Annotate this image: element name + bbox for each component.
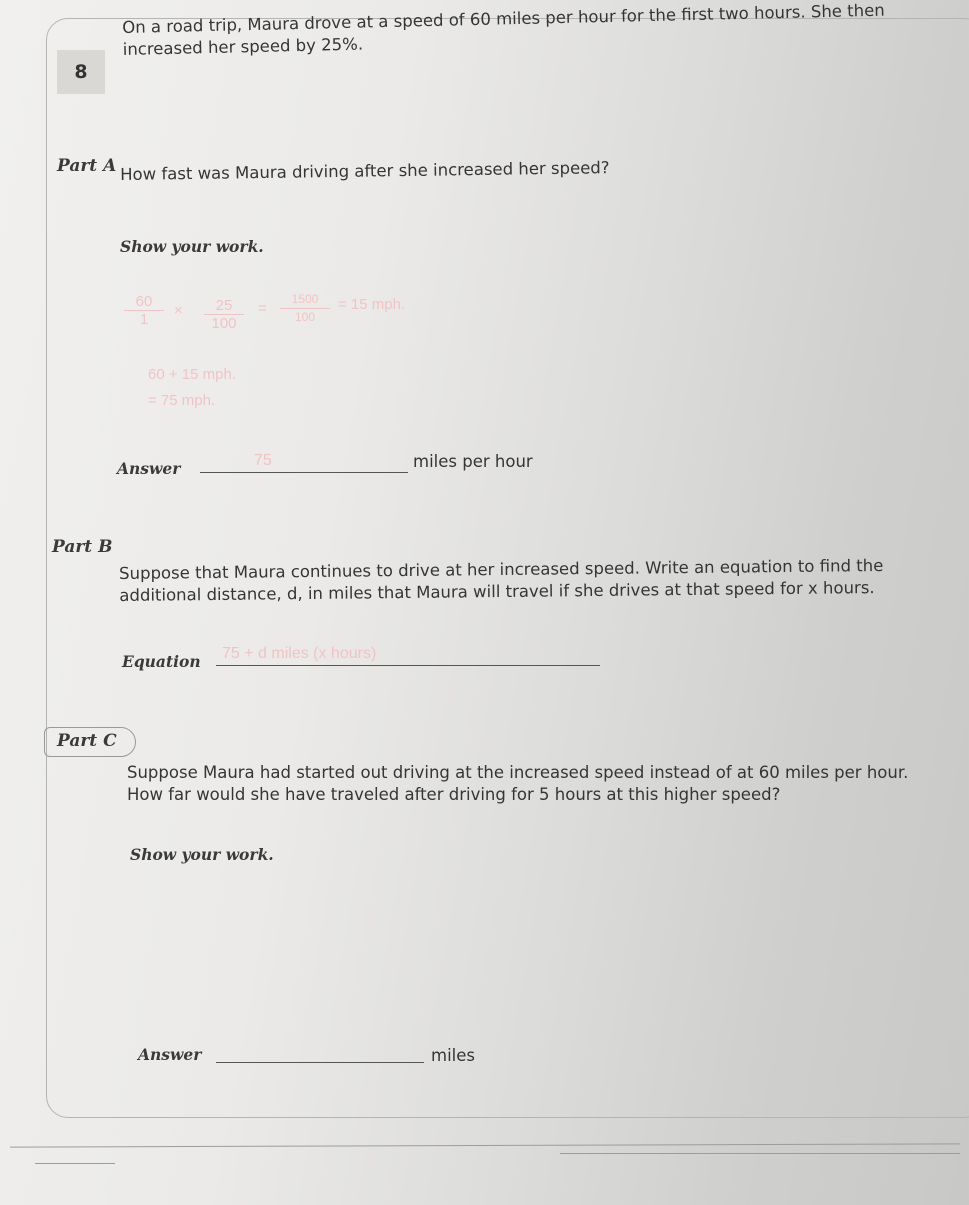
page-rule-1 [10,1143,960,1147]
work-fraction-2 [204,298,244,331]
page-rule-3 [560,1153,960,1154]
stem-line-2: increased her speed by 25%. [122,34,364,59]
part-c-answer-unit: miles [431,1046,475,1065]
part-a-answer-unit: miles per hour [413,452,533,471]
part-b-equation-line[interactable] [216,665,600,666]
part-c-answer-label: Answer [138,1045,202,1064]
question-number: 8 [74,61,88,83]
work-fraction-2-numerator: 25 [215,297,233,314]
part-b-label: Part B [52,537,113,557]
part-b-equation-label: Equation [122,652,201,671]
part-a-show-work: Show your work. [120,237,264,256]
work-line-2: 60 + 15 mph. [148,366,236,383]
work-fraction-2-denominator: 100 [211,315,237,332]
part-a-label: Part A [57,156,117,176]
part-c-label: Part C [57,731,117,751]
part-c-show-work: Show your work. [130,845,274,864]
part-a-answer-value: 75 [254,452,272,469]
question-number-box [57,50,105,94]
part-c-question [127,762,908,806]
work-fraction-1 [124,294,164,327]
part-b-question [119,555,884,607]
part-c-question-line-1: Suppose Maura had started out driving at the increased speed instead of at 60 miles per hour. [127,763,909,782]
part-c-question-line-2: How far would she have traveled after driving for 5 hours at this higher speed? [127,785,781,804]
work-fraction-1-numerator: 60 [135,293,153,310]
stem-line-1: On a road trip, Maura drove at a speed of 60 miles per hour for the first two hours. She then [122,0,885,37]
part-a-handwritten-work [124,294,484,424]
work-result: = 15 mph. [338,296,406,313]
part-b-question-line-2: additional distance, d, in miles that Maura will travel if she drives at that speed for x hours. [119,578,875,605]
part-a-question: How fast was Maura driving after she increased her speed? [120,158,610,184]
work-fraction-3-denominator: 100 [294,310,316,324]
part-b-question-line-1: Suppose that Maura continues to drive at her increased speed. Write an equation to find the [119,555,884,583]
work-fraction-1-denominator: 1 [139,311,149,328]
work-times: × [174,302,183,319]
part-a-answer-line[interactable] [200,472,408,473]
work-equals: = [258,300,267,317]
part-c-answer-line[interactable] [216,1062,424,1063]
work-fraction-3-numerator: 1500 [291,292,319,306]
page-rule-2 [35,1163,115,1164]
work-line-3: = 75 mph. [148,392,216,409]
part-a-answer-label: Answer [117,459,181,478]
part-b-equation-value: 75 + d miles (x hours) [222,645,377,662]
work-fraction-3 [280,292,330,325]
